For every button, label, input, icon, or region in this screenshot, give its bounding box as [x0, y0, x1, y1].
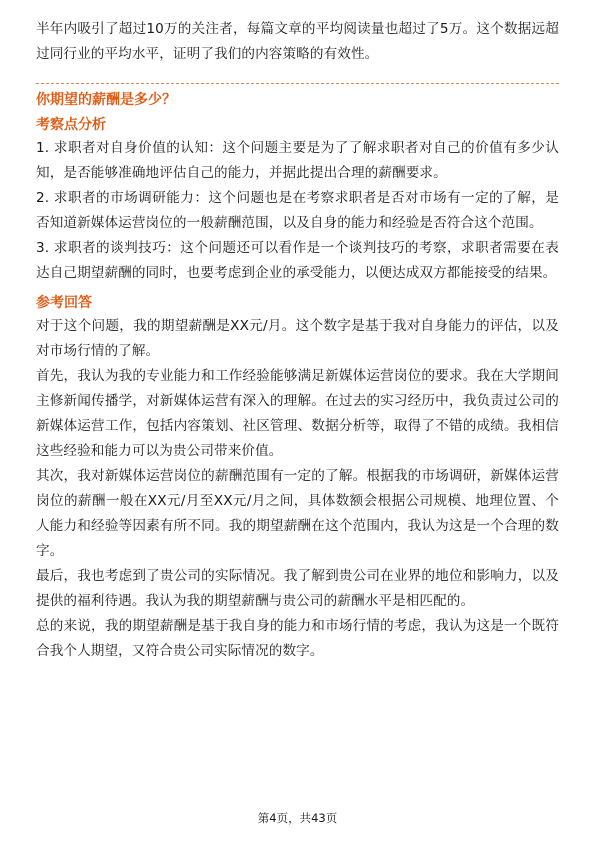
- answer-paragraph: 最后，我也考虑到了贵公司的实际情况。我了解到贵公司在业界的地位和影响力，以及提供的福利待遇。我认为我的期望薪酬与贵公司的薪酬水平是相匹配的。: [36, 568, 559, 609]
- document-body: [36, 0, 559, 664]
- section-divider: [36, 83, 559, 84]
- answer-paragraph: 总的来说，我的期望薪酬是基于我自身的能力和市场行情的考虑，我认为这是一个既符合我个人期望，又符合贵公司实际情况的数字。: [36, 618, 559, 659]
- answer-paragraph: 对于这个问题，我的期望薪酬是XX元/月。这个数字是基于我对自身能力的评估，以及对市场行情的了解。: [36, 318, 559, 359]
- analysis-point: 1. 求职者对自身价值的认知：这个问题主要是为了了解求职者对自己的价值有多少认知，是否能够准确地评估自己的能力，并据此提出合理的薪酬要求。: [36, 140, 559, 181]
- answer-heading: 参考回答: [36, 295, 92, 311]
- analysis-point: 2. 求职者的市场调研能力：这个问题也是在考察求职者是否对市场有一定的了解，是否知道新媒体运营岗位的一般薪酬范围，以及自身的能力和经验是否符合这个范围。: [36, 190, 559, 231]
- analysis-heading: 考察点分析: [36, 117, 106, 133]
- question-heading: 你期望的薪酬是多少？: [36, 92, 176, 108]
- intro-paragraph: 半年内吸引了超过10万的关注者，每篇文章的平均阅读量也超过了5万。这个数据远超过同行业的平均水平，证明了我们的内容策略的有效性。: [36, 21, 559, 62]
- analysis-point: 3. 求职者的谈判技巧：这个问题还可以看作是一个谈判技巧的考察，求职者需要在表达自己期望薪酬的同时，也要考虑到企业的承受能力，以便达成双方都能接受的结果。: [36, 240, 559, 281]
- answer-paragraph: 首先，我认为我的专业能力和工作经验能够满足新媒体运营岗位的要求。我在大学期间主修新闻传播学，对新媒体运营有深入的理解。在过去的实习经历中，我负责过公司的新媒体运营工作，包括内容策划、社区管理、数据分析等，取得了不错的成绩。我相信这些经验和能力可以为贵公司带来价值。: [36, 368, 559, 459]
- page-number: 第4页，共43页: [257, 811, 338, 825]
- answer-paragraph: 其次，我对新媒体运营岗位的薪酬范围有一定的了解。根据我的市场调研，新媒体运营岗位的薪酬一般在XX元/月至XX元/月之间，具体数额会根据公司规模、地理位置、个人能力和经验等因素有所不同。我的期望薪酬在这个范围内，我认为这是一个合理的数字。: [36, 468, 559, 559]
